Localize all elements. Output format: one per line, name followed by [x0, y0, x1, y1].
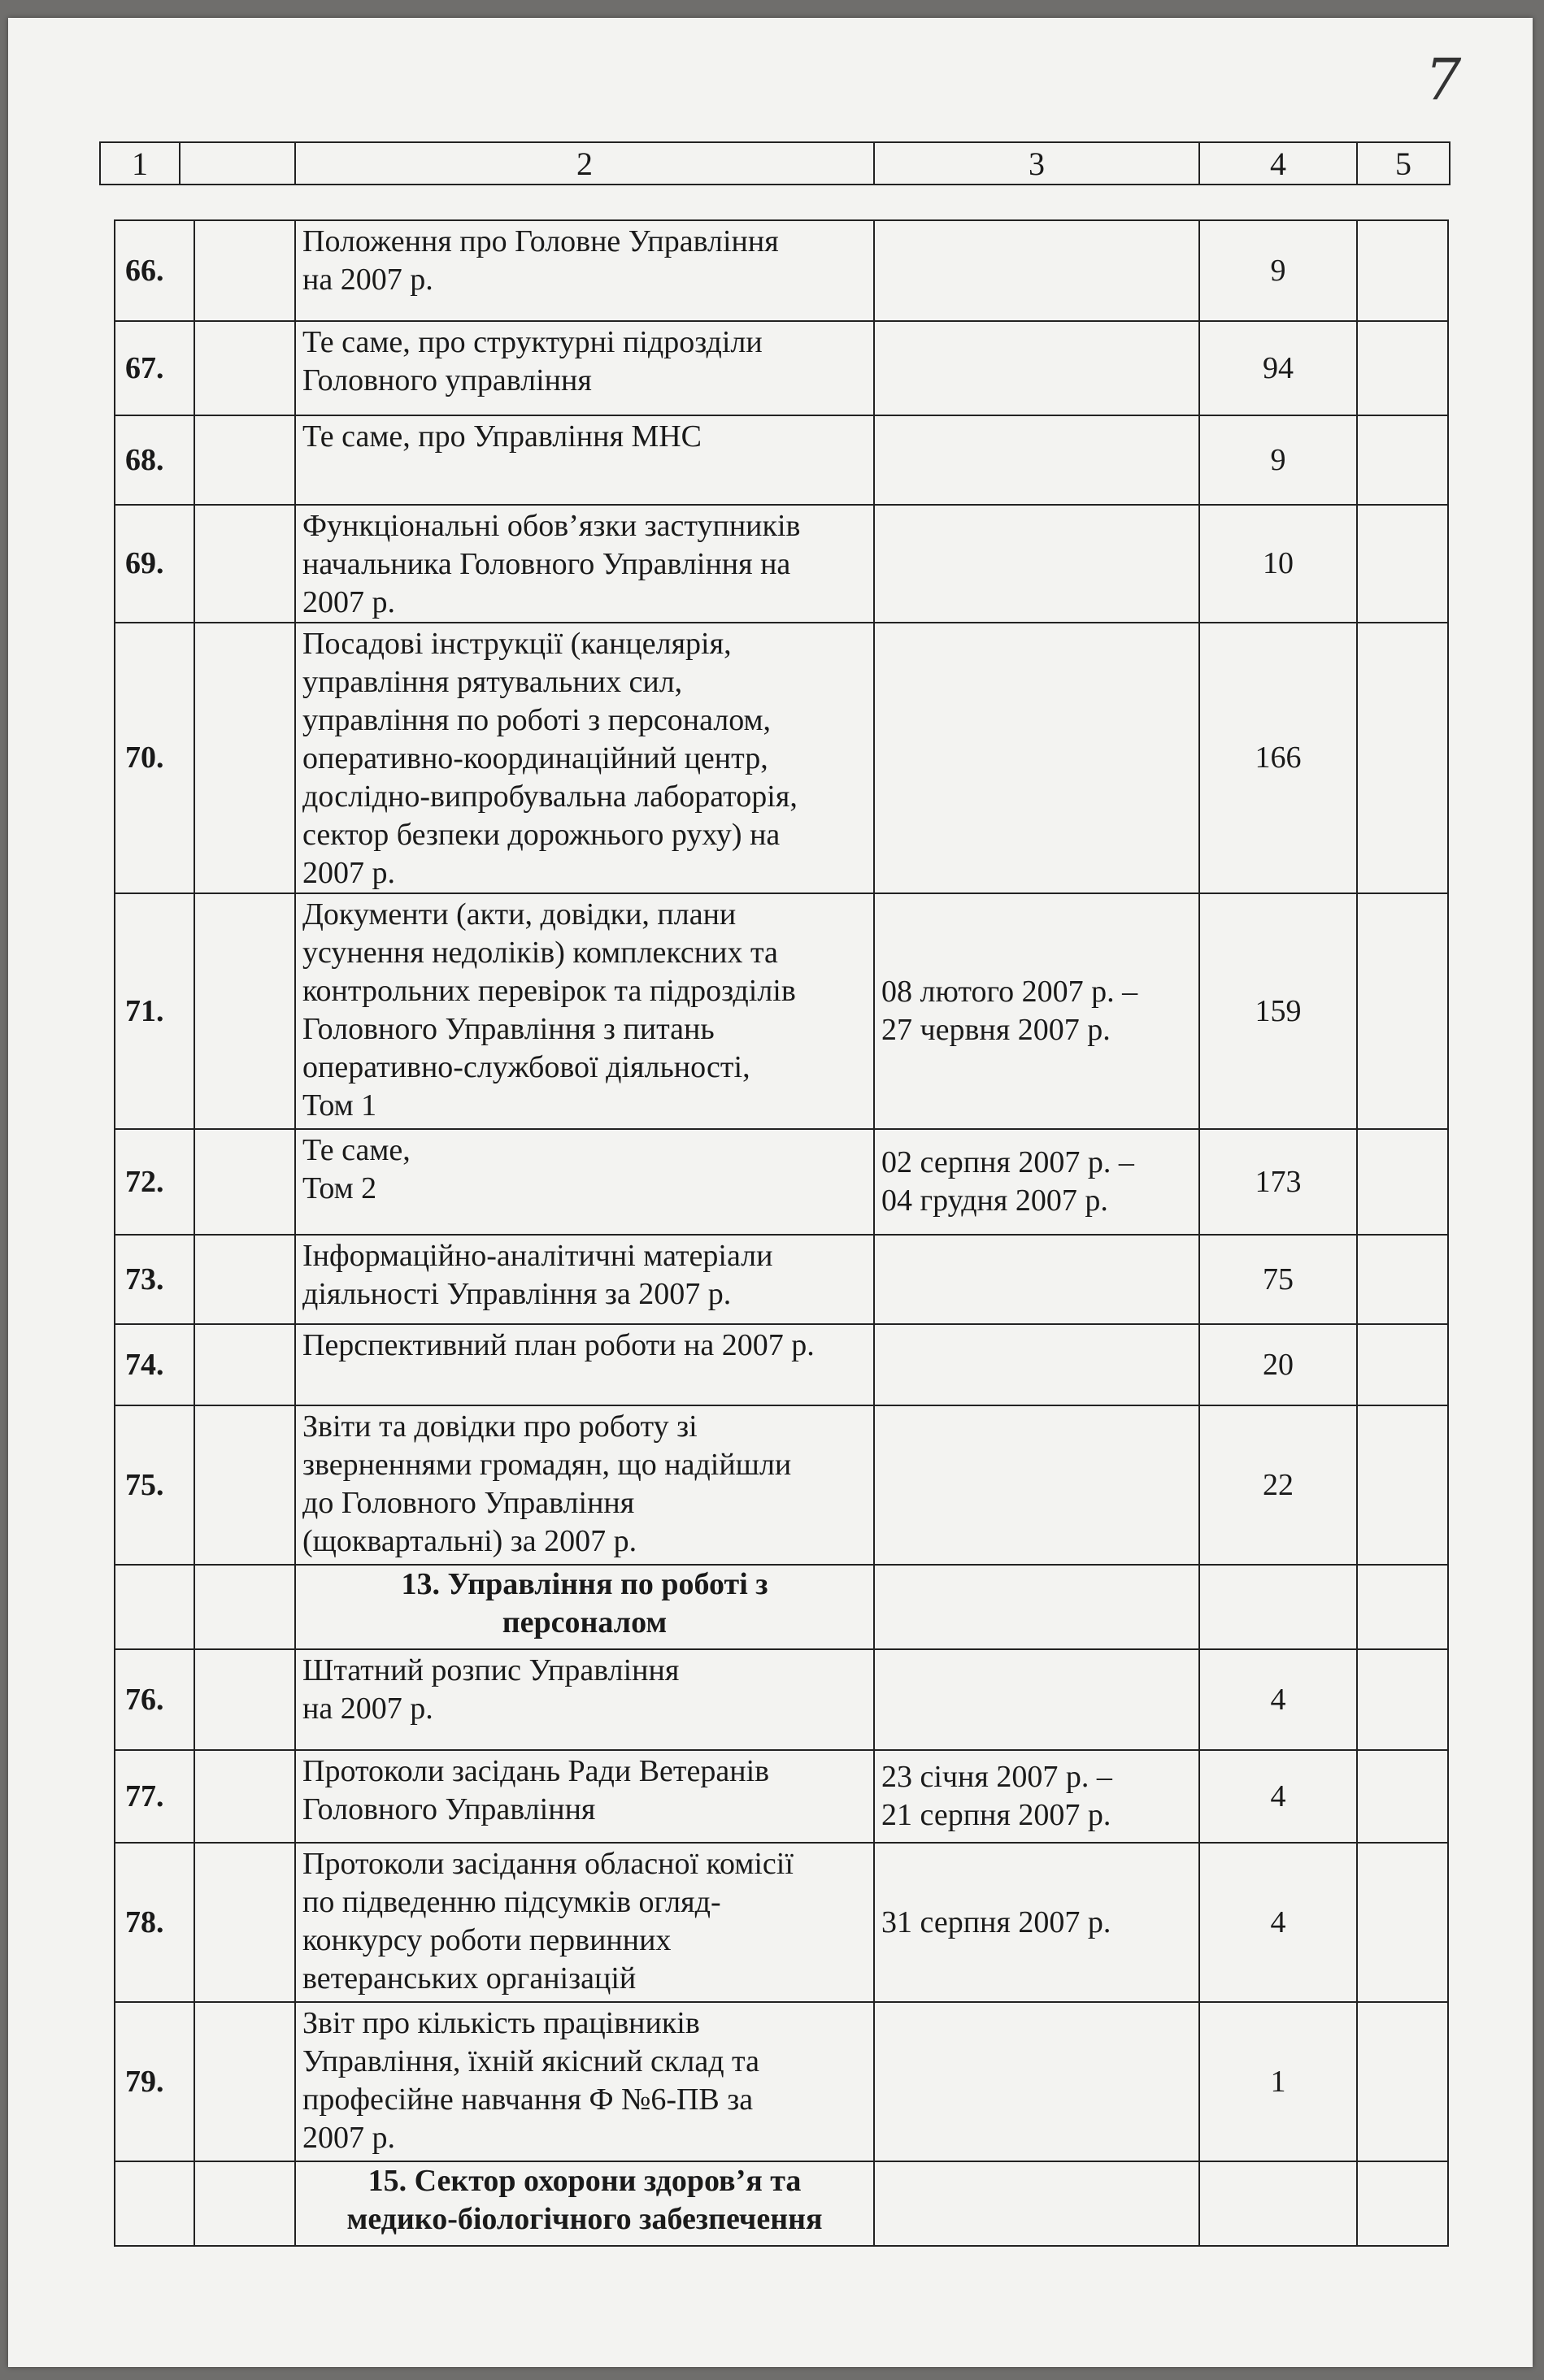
index-cell	[194, 893, 295, 1129]
index-cell	[194, 505, 295, 623]
sheets-cell	[1199, 1565, 1357, 1649]
section-title	[295, 1565, 874, 1649]
sheets-cell: 159	[1199, 893, 1357, 1129]
description-line: дослідно-випробувальна лабораторія,	[302, 780, 798, 814]
description-line: Звіти та довідки про роботу зі	[302, 1409, 698, 1444]
table-row	[115, 1324, 1448, 1405]
description-line: конкурсу роботи первинних	[302, 1923, 672, 1957]
description-line: сектор безпеки дорожнього руху) на	[302, 818, 781, 852]
sheets-cell: 4	[1199, 1843, 1357, 2002]
sheets-cell: 94	[1199, 321, 1357, 415]
description-cell	[295, 1405, 874, 1565]
notes-cell	[1357, 1405, 1448, 1565]
notes-cell	[1357, 505, 1448, 623]
sheets-cell: 4	[1199, 1649, 1357, 1750]
row-number-cell: 66.	[115, 220, 194, 321]
description-line: Протоколи засідання обласної комісії	[302, 1847, 794, 1881]
row-number-cell: 73.	[115, 1235, 194, 1324]
index-cell	[194, 1405, 295, 1565]
row-number-cell: 75.	[115, 1405, 194, 1565]
notes-cell	[1357, 1235, 1448, 1324]
index-cell	[194, 1129, 295, 1235]
description-line: контрольних перевірок та підрозділів	[302, 974, 796, 1008]
sheets-cell: 10	[1199, 505, 1357, 623]
description-line: Том 1	[302, 1088, 377, 1123]
index-cell	[194, 220, 295, 321]
description-line: на 2007 р.	[302, 1692, 433, 1726]
notes-cell	[1357, 1129, 1448, 1235]
description-line: професійне навчання Ф №6-ПВ за	[302, 2082, 754, 2117]
description-cell	[295, 1235, 874, 1324]
dates-cell	[874, 1750, 1199, 1843]
notes-cell	[1357, 220, 1448, 321]
index-cell	[194, 1843, 295, 2002]
description-line: Посадові інструкції (канцелярія,	[302, 627, 732, 661]
table-row	[115, 1750, 1448, 1843]
description-cell	[295, 1843, 874, 2002]
notes-cell	[1357, 893, 1448, 1129]
sheets-cell: 22	[1199, 1405, 1357, 1565]
description-line: Положення про Головне Управління	[302, 224, 779, 258]
table-row	[115, 1129, 1448, 1235]
notes-cell	[1357, 1750, 1448, 1843]
description-line: до Головного Управління	[302, 1486, 635, 1520]
date-line: 27 червня 2007 р.	[881, 1013, 1111, 1047]
table-row	[115, 1405, 1448, 1565]
notes-cell	[1357, 415, 1448, 505]
column-header: 1	[100, 142, 180, 185]
sheets-cell: 166	[1199, 623, 1357, 893]
dates-cell	[874, 505, 1199, 623]
index-cell	[194, 1235, 295, 1324]
description-cell	[295, 321, 874, 415]
row-number-cell: 72.	[115, 1129, 194, 1235]
notes-cell	[1357, 1324, 1448, 1405]
section-row	[115, 2161, 1448, 2246]
description-line: Звіт про кількість працівників	[302, 2006, 700, 2040]
table-row	[115, 505, 1448, 623]
description-line: Інформаційно-аналітичні матеріали	[302, 1239, 773, 1273]
index-cell	[194, 2161, 295, 2246]
inventory-table-body	[115, 220, 1448, 2246]
sheets-cell	[1199, 2161, 1357, 2246]
row-number-cell: 67.	[115, 321, 194, 415]
description-cell	[295, 505, 874, 623]
row-number-cell: 68.	[115, 415, 194, 505]
description-line: Документи (акти, довідки, плани	[302, 897, 737, 932]
description-cell	[295, 1649, 874, 1750]
notes-cell	[1357, 321, 1448, 415]
description-line: на 2007 р.	[302, 263, 433, 297]
dates-cell	[874, 321, 1199, 415]
table-row	[115, 1843, 1448, 2002]
date-line: 08 лютого 2007 р. –	[881, 975, 1138, 1009]
description-line: (щоквартальні) за 2007 р.	[302, 1524, 637, 1558]
description-line: Протоколи засідань Ради Ветеранів	[302, 1754, 770, 1788]
description-cell	[295, 415, 874, 505]
dates-cell	[874, 623, 1199, 893]
description-cell	[295, 1750, 874, 1843]
description-cell	[295, 893, 874, 1129]
page-number-mark-text: 7	[1424, 50, 1462, 113]
dates-cell	[874, 1405, 1199, 1565]
description-line: ветеранських організацій	[302, 1961, 637, 1996]
description-line: Те саме, про Управління МНС	[302, 419, 702, 454]
description-line: Управління, їхній якісний склад та	[302, 2044, 759, 2078]
description-line: усунення недоліків) комплексних та	[302, 936, 778, 970]
date-line: 04 грудня 2007 р.	[881, 1183, 1108, 1218]
index-cell	[194, 1565, 295, 1649]
description-line: Головного Управління	[302, 1792, 596, 1826]
description-line: Головного управління	[302, 363, 592, 397]
inventory-table	[114, 219, 1449, 2247]
date-line: 23 січня 2007 р. –	[881, 1760, 1112, 1794]
column-header: 5	[1357, 142, 1450, 185]
description-line: зверненнями громадян, що надійшли	[302, 1448, 792, 1482]
sheets-cell: 9	[1199, 220, 1357, 321]
description-line: Штатний розпис Управління	[302, 1653, 680, 1687]
column-header-table	[99, 141, 1450, 185]
index-cell	[194, 1649, 295, 1750]
row-number-cell: 78.	[115, 1843, 194, 2002]
row-number-cell: 79.	[115, 2002, 194, 2161]
table-row	[115, 623, 1448, 893]
notes-cell	[1357, 2161, 1448, 2246]
description-line: Функціональні обов’язки заступників	[302, 509, 801, 543]
dates-cell	[874, 893, 1199, 1129]
description-cell	[295, 1324, 874, 1405]
table-row	[115, 2002, 1448, 2161]
dates-cell	[874, 1565, 1199, 1649]
row-number-cell: 69.	[115, 505, 194, 623]
description-line: управління рятувальних сил,	[302, 665, 683, 699]
description-line: Том 2	[302, 1171, 377, 1205]
description-line: оперативно-службової діяльності,	[302, 1050, 750, 1084]
description-line: 2007 р.	[302, 2121, 395, 2155]
page-number-mark	[1411, 50, 1476, 115]
description-line: по підведенню підсумків огляд-	[302, 1885, 721, 1919]
description-cell	[295, 220, 874, 321]
index-cell	[194, 321, 295, 415]
date-line: 21 серпня 2007 р.	[881, 1798, 1111, 1832]
column-header-row	[100, 142, 1450, 185]
section-title-line: персоналом	[502, 1605, 668, 1640]
row-number-cell	[115, 1565, 194, 1649]
dates-cell	[874, 220, 1199, 321]
notes-cell	[1357, 2002, 1448, 2161]
table-row	[115, 1649, 1448, 1750]
column-header: 4	[1199, 142, 1357, 185]
row-number-cell: 74.	[115, 1324, 194, 1405]
description-line: управління по роботі з персоналом,	[302, 703, 772, 737]
dates-cell	[874, 2002, 1199, 2161]
dates-cell	[874, 1649, 1199, 1750]
description-cell	[295, 623, 874, 893]
date-line: 02 серпня 2007 р. –	[881, 1145, 1134, 1179]
sheets-cell: 4	[1199, 1750, 1357, 1843]
row-number-cell	[115, 2161, 194, 2246]
section-title-line: медико-біологічного забезпечення	[346, 2202, 823, 2236]
sheets-cell: 20	[1199, 1324, 1357, 1405]
description-line: Головного Управління з питань	[302, 1012, 715, 1046]
description-line: Те саме,	[302, 1133, 411, 1167]
section-title-line: 15. Сектор охорони здоров’я та	[368, 2164, 802, 2198]
sheets-cell: 75	[1199, 1235, 1357, 1324]
dates-cell	[874, 2161, 1199, 2246]
index-cell	[194, 415, 295, 505]
notes-cell	[1357, 1649, 1448, 1750]
section-title	[295, 2161, 874, 2246]
dates-cell	[874, 415, 1199, 505]
dates-cell	[874, 1235, 1199, 1324]
dates-cell	[874, 1843, 1199, 2002]
description-line: діяльності Управління за 2007 р.	[302, 1277, 732, 1311]
row-number-cell: 77.	[115, 1750, 194, 1843]
description-line: оперативно-координаційний центр,	[302, 741, 768, 775]
column-header: 2	[295, 142, 874, 185]
section-row	[115, 1565, 1448, 1649]
row-number-cell: 76.	[115, 1649, 194, 1750]
column-header	[180, 142, 295, 185]
description-cell	[295, 2002, 874, 2161]
sheets-cell: 173	[1199, 1129, 1357, 1235]
row-number-cell: 70.	[115, 623, 194, 893]
index-cell	[194, 2002, 295, 2161]
description-line: Перспективний план роботи на 2007 р.	[302, 1328, 815, 1362]
description-line: 2007 р.	[302, 856, 395, 890]
table-row	[115, 893, 1448, 1129]
table-row	[115, 1235, 1448, 1324]
sheets-cell: 1	[1199, 2002, 1357, 2161]
notes-cell	[1357, 1565, 1448, 1649]
description-line: начальника Головного Управління на	[302, 547, 791, 581]
table-row	[115, 321, 1448, 415]
section-title-line: 13. Управління по роботі з	[401, 1567, 768, 1601]
table-row	[115, 220, 1448, 321]
description-cell	[295, 1129, 874, 1235]
notes-cell	[1357, 1843, 1448, 2002]
notes-cell	[1357, 623, 1448, 893]
description-line: 2007 р.	[302, 585, 395, 619]
index-cell	[194, 1324, 295, 1405]
dates-cell	[874, 1324, 1199, 1405]
table-row	[115, 415, 1448, 505]
document-page	[8, 18, 1533, 2367]
description-line: Те саме, про структурні підрозділи	[302, 325, 763, 359]
sheets-cell: 9	[1199, 415, 1357, 505]
index-cell	[194, 1750, 295, 1843]
row-number-cell: 71.	[115, 893, 194, 1129]
date-line: 31 серпня 2007 р.	[881, 1904, 1111, 1939]
column-header: 3	[874, 142, 1199, 185]
index-cell	[194, 623, 295, 893]
dates-cell	[874, 1129, 1199, 1235]
